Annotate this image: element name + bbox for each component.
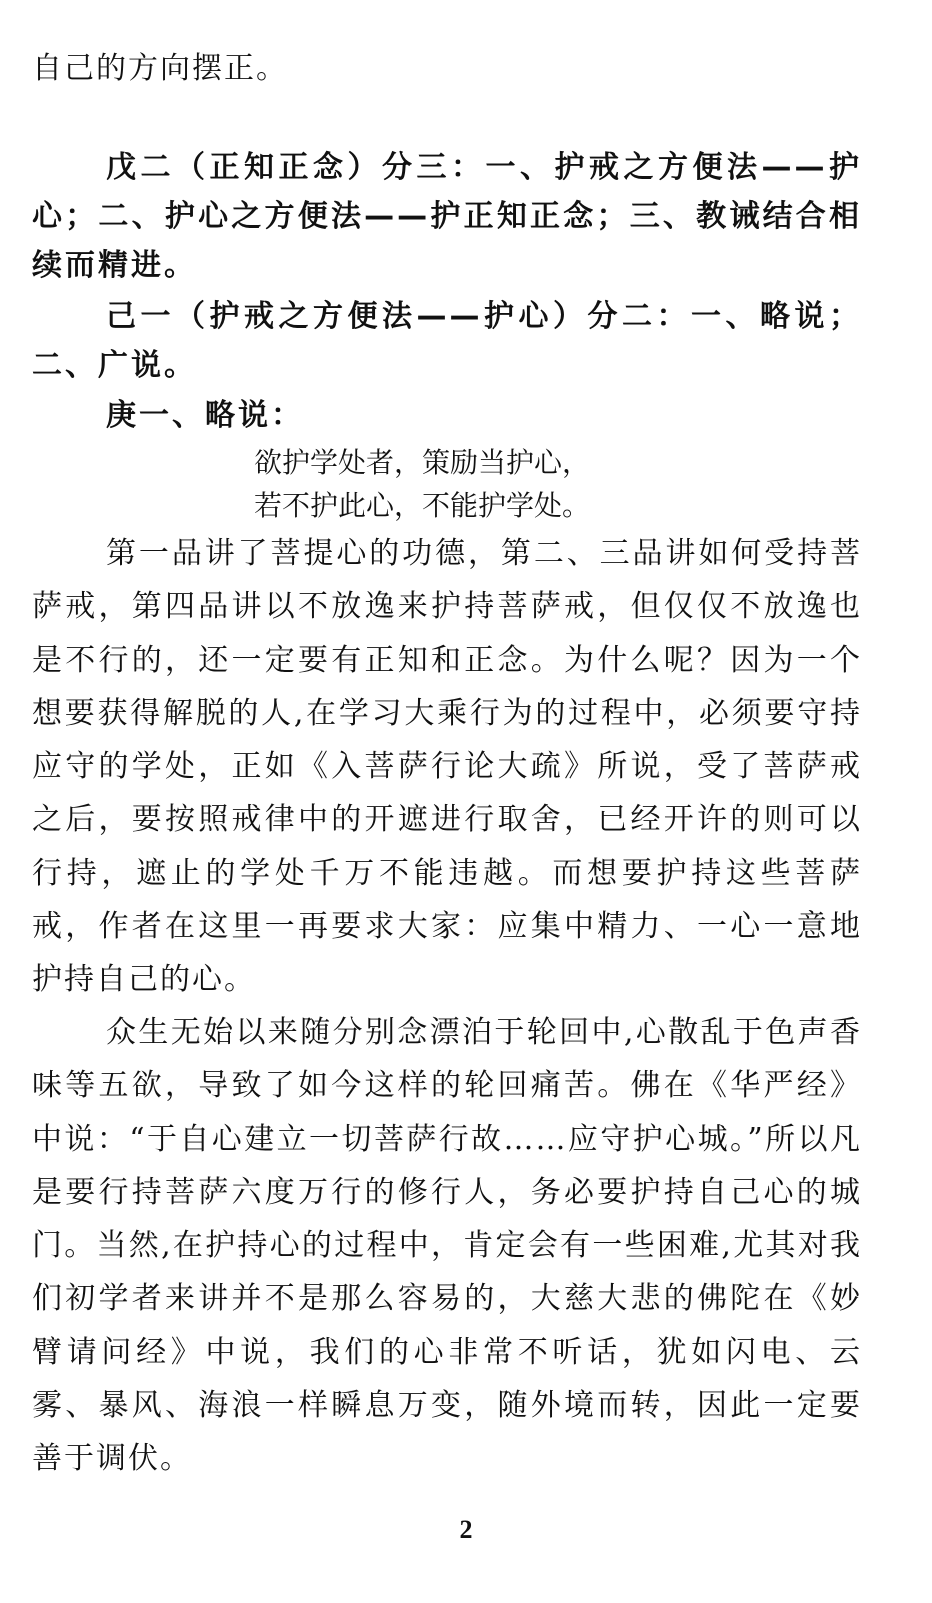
continued-text-line: 自己的方向摆正。 [32, 51, 288, 86]
paragraph-1: 第一品讲了菩提心的功德，第二、三品讲如何受持菩萨戒，第四品讲以不放逸来护持菩萨戒，但仅仅不放逸也是不行的，还一定要有正知和正念。为什么呢？因为一个想要获得解脱的人,在学习大乘行为的过程中，必须要守持应守的学处，正如《入菩萨行论大疏》所说，受了菩萨戒之后，要按照戒律中的开遮进行取舍，已经开许的则可以行持，遮止的学处千万不能违越。而想要护持这些菩萨戒，作者在这里一再要求大家：应集中精力、一心一意地护持自己的心。 [32, 536, 862, 998]
paragraph-2: 众生无始以来随分别念漂泊于轮回中,心散乱于色声香味等五欲，导致了如今这样的轮回痛苦。佛在《华严经》中说：“于自心建立一切菩萨行故……应守护心城。”所以凡是要行持菩萨六度万行的修行人，务必要护持自己心的城门。当然,在护持心的过程中，肯定会有一些困难,尤其对我们初学者来讲并不是那么容易的，大慈大悲的佛陀在《妙臂请问经》中说，我们的心非常不听话，犹如闪电、云雾、暴风、海浪一样瞬息万变，随外境而转，因此一定要善于调伏。 [32, 1015, 862, 1477]
verse-line-2: 若不护此心，不能护学处。 [254, 489, 591, 522]
page-number: 2 [459, 1515, 473, 1544]
section-heading-wu-er: 戊二（正知正念）分三：一、护戒之方便法——护心；二、护心之方便法——护正知正念；三、教诫结合相续而精进。 [32, 150, 862, 283]
verse-line-1: 欲护学处者，策励当护心， [254, 446, 591, 479]
section-heading-ji-yi: 己一（护戒之方便法——护心）分二：一、略说；二、广说。 [32, 299, 862, 383]
section-heading-geng-yi: 庚一、略说： [106, 398, 304, 433]
